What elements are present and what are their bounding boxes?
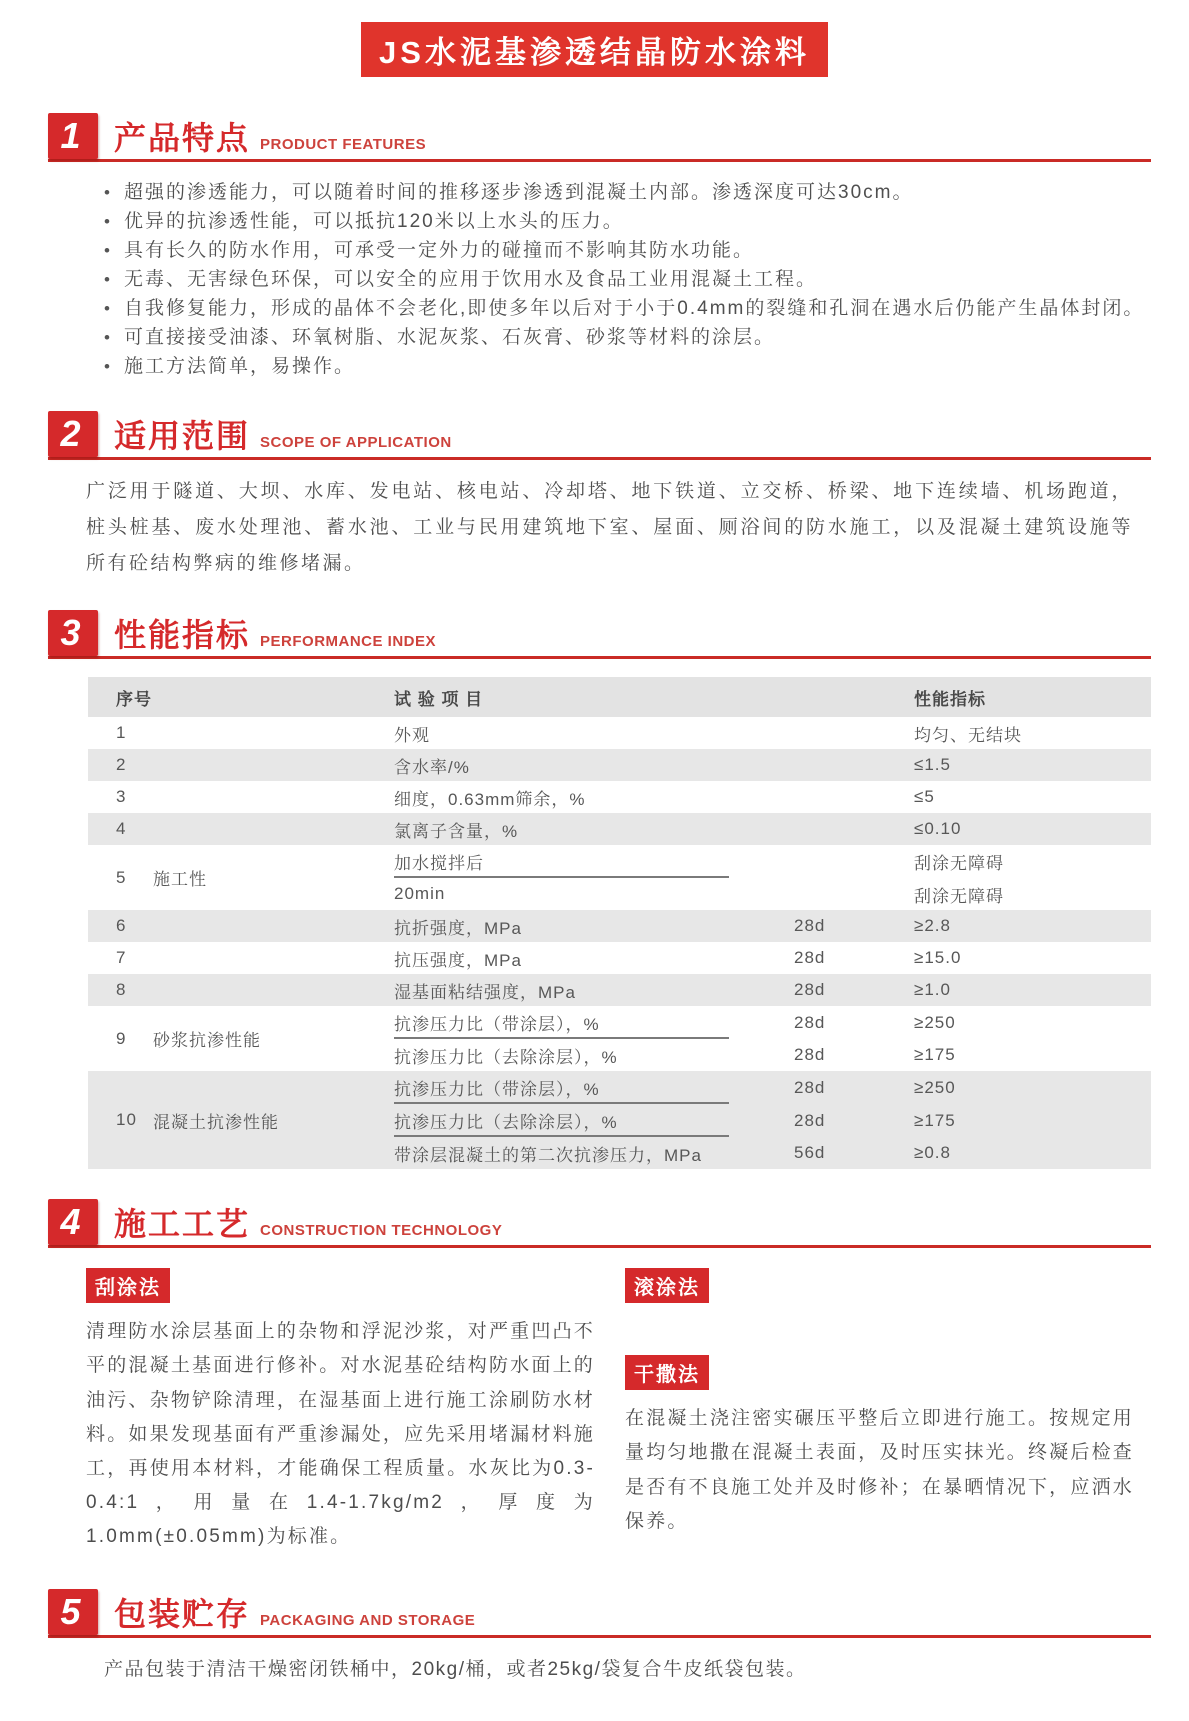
header-seq: 序号 <box>116 689 152 709</box>
cell-index-value: ≥250 <box>914 1077 956 1097</box>
cell-index-value: ≥175 <box>914 1045 956 1065</box>
method-column-left <box>86 1268 595 1554</box>
construction-columns <box>86 1268 1134 1554</box>
section-subtitle: PRODUCT FEATURES <box>260 136 427 153</box>
cell-age: 28d <box>794 948 826 968</box>
cell-category: 砂浆抗渗性能 <box>153 1031 261 1051</box>
table-row <box>88 942 1151 974</box>
table-subrow <box>394 878 1151 910</box>
cell-seq: 9 <box>116 1028 127 1048</box>
method-badge-dry-sprinkle: 干撒法 <box>625 1355 709 1390</box>
table-row <box>88 813 1151 845</box>
cell-seq: 1 <box>116 723 127 743</box>
cell-test-item: 湿基面粘结强度，MPa <box>394 982 576 1002</box>
table-subrow <box>394 1006 1151 1039</box>
cell-test-item: 外观 <box>394 725 430 745</box>
cell-seq: 7 <box>116 948 127 968</box>
feature-item: • 具有长久的防水作用，可承受一定外力的碰撞而不影响其防水功能。 <box>104 236 1159 265</box>
row-subrows <box>394 910 1151 942</box>
method-badge-scrape: 刮涂法 <box>86 1268 170 1303</box>
table-header-row <box>88 677 1151 717</box>
table-subrow <box>394 910 1151 942</box>
cell-index-value: ≤5 <box>914 787 935 807</box>
cell-index-value: 均匀、无结块 <box>914 725 1022 745</box>
cell-category <box>153 974 394 1006</box>
row-subrows <box>394 1006 1151 1071</box>
cell-seq: 5 <box>116 867 127 887</box>
cell-test-item: 细度，0.63mm筛余，% <box>394 789 586 809</box>
section-subtitle: PERFORMANCE INDEX <box>260 633 437 651</box>
cell-index-value: ≤1.5 <box>914 755 951 775</box>
table-row <box>88 1006 1151 1071</box>
cell-category: 混凝土抗渗性能 <box>153 1112 279 1132</box>
table-subrow <box>394 942 1151 974</box>
section-header-construction <box>48 1199 1151 1248</box>
cell-test-item: 20min <box>394 884 446 904</box>
cell-category <box>153 910 394 942</box>
feature-item: • 施工方法简单，易操作。 <box>104 352 1159 381</box>
method-text-scrape: 清理防水涂层基面上的杂物和浮泥沙浆，对严重凹凸不平的混凝土基面进行修补。对水泥基砼结构防水面上的油污、杂物铲除清理，在湿基面上进行施工涂刷防水材料。如果发现基面有严重渗漏处，应先采用堵漏材料施工，再使用本材料，才能确保工程质量。水灰比为0.3-0.4:1，用量在1.4-1.7kg/m2，厚度为1.0mm(±0.05mm)为标准。 <box>86 1321 595 1548</box>
spacer <box>625 1303 1134 1355</box>
cell-index-value: ≥175 <box>914 1110 956 1130</box>
cell-seq: 3 <box>116 787 127 807</box>
table-subrow <box>394 1104 1151 1137</box>
section-subtitle: PACKAGING AND STORAGE <box>260 1611 476 1629</box>
row-subrows <box>394 781 1151 813</box>
cell-test-item: 加水搅拌后 <box>394 845 794 878</box>
table-subrow <box>394 1137 1151 1169</box>
row-subrows <box>394 942 1151 974</box>
cell-index-value: ≥15.0 <box>914 948 962 968</box>
packaging-paragraph: 产品包装于清洁干燥密闭铁桶中，20kg/桶，或者25kg/袋复合牛皮纸袋包装。 <box>104 1658 807 1680</box>
feature-item: • 可直接接受油漆、环氧树脂、水泥灰浆、石灰膏、砂浆等材料的涂层。 <box>104 323 1159 352</box>
row-subrows <box>394 1071 1151 1169</box>
cell-test-item: 抗渗压力比（去除涂层），% <box>394 1104 794 1137</box>
cell-seq: 2 <box>116 755 127 775</box>
cell-age: 28d <box>794 980 826 1000</box>
cell-category <box>153 813 394 845</box>
feature-item: • 无毒、无害绿色环保，可以安全的应用于饮用水及食品工业用混凝土工程。 <box>104 265 1159 294</box>
section-title: 包装贮存 <box>114 1595 251 1632</box>
cell-test-item: 带涂层混凝土的第二次抗渗压力，MPa <box>394 1145 702 1165</box>
feature-item: • 自我修复能力，形成的晶体不会老化,即使多年以后对于小于0.4mm的裂缝和孔洞在遇水后仍能产生晶体封闭。 <box>104 294 1159 323</box>
cell-category: 施工性 <box>153 870 207 890</box>
section-number-badge: 1 <box>48 113 98 159</box>
cell-age: 56d <box>794 1143 826 1163</box>
section-number-badge: 4 <box>48 1199 98 1245</box>
section-title: 产品特点 <box>114 120 251 156</box>
cell-seq: 10 <box>116 1110 137 1130</box>
table-subrow <box>394 781 1151 813</box>
performance-table <box>88 677 1151 1169</box>
cell-test-item: 抗渗压力比（带涂层），% <box>394 1071 794 1104</box>
section-title: 施工工艺 <box>114 1206 251 1243</box>
table-subrow <box>394 717 1151 749</box>
table-row <box>88 1071 1151 1169</box>
section-header-packaging <box>48 1589 1151 1638</box>
feature-item: • 超强的渗透能力，可以随着时间的推移逐步渗透到混凝土内部。渗透深度可达30cm。 <box>104 178 1159 207</box>
cell-category <box>153 942 394 974</box>
section-number-badge: 5 <box>48 1589 98 1635</box>
cell-index-value: 刮涂无障碍 <box>914 886 1004 906</box>
cell-index-value: ≥1.0 <box>914 980 951 1000</box>
section-subtitle: SCOPE OF APPLICATION <box>260 434 452 451</box>
cell-age: 28d <box>794 1045 826 1065</box>
cell-age: 28d <box>794 1077 826 1097</box>
cell-index-value: ≥0.8 <box>914 1143 951 1163</box>
cell-test-item: 抗渗压力比（去除涂层），% <box>394 1047 618 1067</box>
cell-seq: 6 <box>116 916 127 936</box>
cell-age: 28d <box>794 1012 826 1032</box>
cell-age: 28d <box>794 916 826 936</box>
cell-seq: 4 <box>116 819 127 839</box>
page-title: JS水泥基渗透结晶防水涂料 <box>361 22 828 77</box>
table-subrow <box>394 813 1151 845</box>
cell-test-item: 含水率/% <box>394 757 470 777</box>
cell-index-value: ≤0.10 <box>914 819 962 839</box>
cell-seq: 8 <box>116 980 127 1000</box>
row-subrows <box>394 974 1151 1006</box>
section-header-performance <box>48 610 1151 659</box>
section-subtitle: CONSTRUCTION TECHNOLOGY <box>260 1222 503 1240</box>
cell-test-item: 抗压强度，MPa <box>394 950 522 970</box>
row-subrows <box>394 845 1151 910</box>
header-category <box>153 677 394 717</box>
section-number-badge: 3 <box>48 610 98 656</box>
page-header <box>0 0 1189 77</box>
cell-category <box>153 749 394 781</box>
header-index: 性能指标 <box>914 689 986 709</box>
section-title: 适用范围 <box>114 418 251 454</box>
cell-age: 28d <box>794 1110 826 1130</box>
cell-index-value: 刮涂无障碍 <box>914 854 1004 874</box>
feature-item: • 优异的抗渗透性能，可以抵抗120米以上水头的压力。 <box>104 207 1159 236</box>
cell-index-value: ≥250 <box>914 1012 956 1032</box>
section-header-scope <box>48 411 1151 460</box>
header-item: 试 验 项 目 <box>394 689 484 709</box>
feature-list <box>104 178 1159 381</box>
section-number-badge: 2 <box>48 411 98 457</box>
table-subrow <box>394 845 1151 878</box>
section-title: 性能指标 <box>114 617 251 654</box>
cell-index-value: ≥2.8 <box>914 916 951 936</box>
table-subrow <box>394 749 1151 781</box>
table-row <box>88 717 1151 749</box>
row-subrows <box>394 813 1151 845</box>
row-subrows <box>394 749 1151 781</box>
cell-test-item: 抗渗压力比（带涂层），% <box>394 1006 794 1039</box>
section-header-features <box>48 113 1151 162</box>
performance-table-body <box>88 717 1151 1169</box>
table-subrow <box>394 1039 1151 1071</box>
table-row <box>88 974 1151 1006</box>
table-subrow <box>394 974 1151 1006</box>
method-badge-roll: 滚涂法 <box>625 1268 709 1303</box>
table-subrow <box>394 1071 1151 1104</box>
cell-category <box>153 781 394 813</box>
row-subrows <box>394 717 1151 749</box>
scope-paragraph: 广泛用于隧道、大坝、水库、发电站、核电站、冷却塔、地下铁道、立交桥、桥梁、地下连续墙、机场跑道，桩头桩基、废水处理池、蓄水池、工业与民用建筑地下室、屋面、厕浴间的防水施工，以及混凝土建筑设施等所有砼结构弊病的维修堵漏。 <box>86 481 1133 575</box>
method-text-dry-sprinkle: 在混凝土浇注密实碾压平整后立即进行施工。按规定用量均匀地撒在混凝土表面，及时压实抹光。终凝后检查是否有不良施工处并及时修补；在暴晒情况下，应洒水保养。 <box>625 1408 1134 1532</box>
cell-test-item: 抗折强度，MPa <box>394 918 522 938</box>
method-column-right <box>625 1268 1134 1554</box>
cell-test-item: 氯离子含量，% <box>394 821 519 841</box>
cell-category <box>153 717 394 749</box>
table-row <box>88 845 1151 910</box>
table-row <box>88 781 1151 813</box>
table-row <box>88 749 1151 781</box>
table-row <box>88 910 1151 942</box>
